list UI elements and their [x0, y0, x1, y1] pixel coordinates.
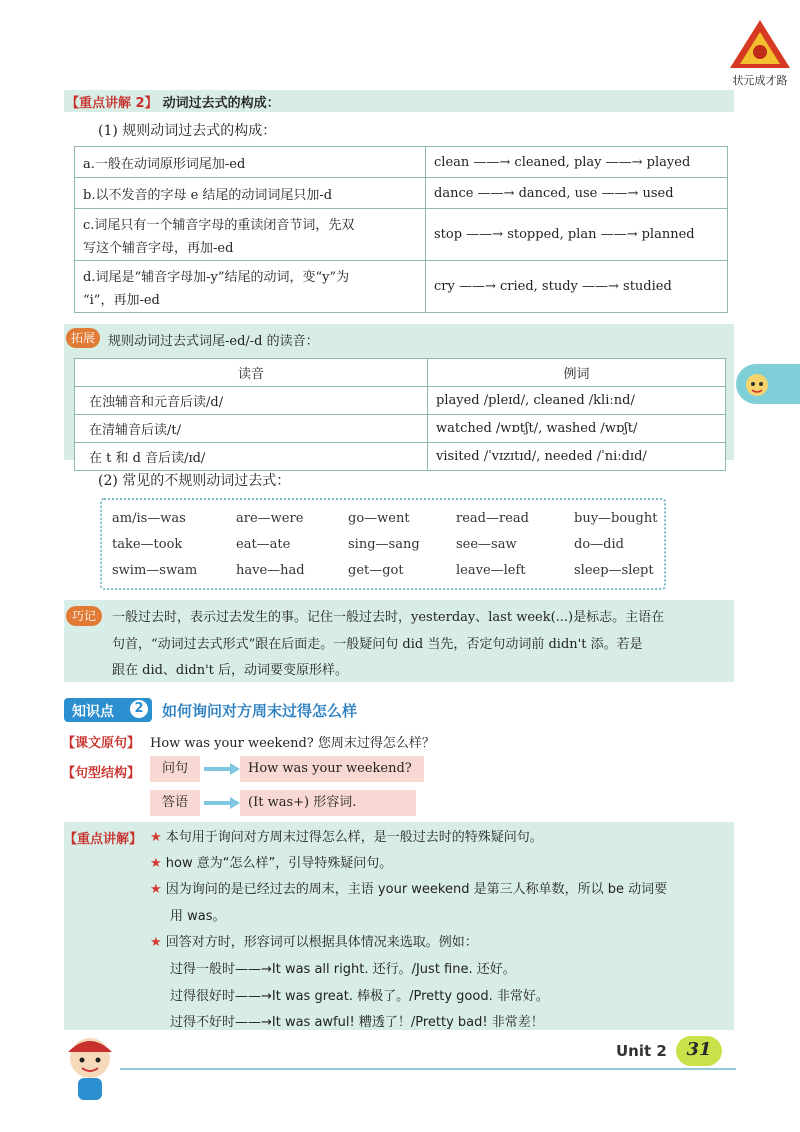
kp2-badge — [64, 698, 152, 722]
header-cell: 读音 — [75, 359, 428, 387]
rule-cell: b.以不发音的字母 e 结尾的动词词尾只加-d — [75, 178, 426, 209]
table-row — [75, 443, 726, 471]
mascot-mini-icon — [742, 369, 772, 399]
star-icon: ★ — [150, 935, 162, 950]
star-icon: ★ — [150, 882, 162, 897]
rule-line: c.词尾只有一个辅音字母的重读闭音节词，先双 — [83, 217, 355, 233]
regular-verbs-table — [74, 146, 728, 313]
example-line: 过得很好时——→It was great. 棒极了。/Pretty good. 非常好。 — [170, 989, 549, 1004]
verb-pair: swim—swam — [112, 563, 198, 578]
rule-cell — [75, 261, 426, 313]
verb-pair: see—saw — [456, 537, 517, 552]
focus2-tag: 【重点讲解 2】 — [66, 96, 158, 111]
example-cell: dance ——→ danced, use ——→ used — [426, 178, 728, 209]
memo-badge: 巧记 — [66, 606, 102, 626]
verb-pair: sing—sang — [348, 537, 420, 552]
focus2-heading — [66, 92, 280, 111]
table-row — [75, 415, 726, 443]
publisher-logo — [728, 18, 792, 88]
arrow-right-icon — [204, 796, 240, 810]
star-icon: ★ — [150, 856, 162, 871]
example-line: 过得不好时——→It was awful! 糟透了！/Pretty bad! 非常差！ — [170, 1015, 544, 1030]
example-cell: played /pleɪd/, cleaned /kliːnd/ — [428, 387, 726, 415]
example-cell: cry ——→ cried, study ——→ studied — [426, 261, 728, 313]
verb-pair: have—had — [236, 563, 305, 578]
pattern-tag: 【句型结构】 — [62, 766, 141, 781]
focus-item — [150, 826, 543, 845]
page-number: 31 — [686, 1039, 712, 1060]
table-header-row — [75, 359, 726, 387]
table-row — [75, 178, 728, 209]
verb-pair: leave—left — [456, 563, 526, 578]
focus-text: 本句用于询问对方周末过得怎么样，是一般过去时的特殊疑问句。 — [165, 830, 543, 845]
arrow-right-icon — [204, 762, 240, 776]
original-sentence: How was your weekend? 您周末过得怎么样？ — [150, 736, 435, 751]
verb-pair: read—read — [456, 511, 529, 526]
footer-line — [120, 1068, 736, 1070]
focus-text: 回答对方时，形容词可以根据具体情况来选取。例如： — [165, 935, 478, 950]
memo-line: 句首，“动词过去式形式”跟在后面走。一般疑问句 did 当先，否定句动词前 didn't 添。若是 — [112, 637, 643, 652]
example-cell: visited /ˈvɪzɪtɪd/, needed /ˈniːdɪd/ — [428, 443, 726, 471]
question-pattern: How was your weekend? — [240, 756, 424, 782]
example-cell: watched /wɒtʃt/, washed /wɒʃt/ — [428, 415, 726, 443]
focus-item — [150, 852, 392, 871]
rule-line: “i”，再加-ed — [83, 292, 160, 308]
verb-pair: eat—ate — [236, 537, 291, 552]
kp2-badge-number: 2 — [130, 700, 148, 718]
answer-pattern: (It was+) 形容词. — [240, 790, 416, 816]
example-cell: clean ——→ cleaned, play ——→ played — [426, 147, 728, 178]
focus-tag: 【重点讲解】 — [64, 832, 143, 847]
logo-text: 状元成才路 — [732, 74, 788, 87]
rule-line: d.词尾是“辅音字母加-y”结尾的动词，变“y”为 — [83, 269, 350, 285]
logo-triangle-icon — [728, 18, 792, 70]
regular-verbs-subtitle: (1) 规则动词过去式的构成： — [98, 123, 277, 139]
extend-badge: 拓展 — [66, 328, 100, 348]
question-label: 问句 — [150, 756, 200, 782]
rule-cell — [75, 209, 426, 261]
pronunciation-cell: 在 t 和 d 音后读/ɪd/ — [75, 443, 428, 471]
verb-pair: are—were — [236, 511, 304, 526]
focus-item — [150, 931, 478, 950]
focus-text: how 意为“怎么样”，引导特殊疑问句。 — [165, 856, 393, 871]
table-row — [75, 147, 728, 178]
focus-text: 因为询问的是已经过去的周末，主语 your weekend 是第三人称单数，所以 be 动词要 — [165, 882, 668, 897]
rule-line: 写这个辅音字母，再加-ed — [83, 240, 234, 256]
irregular-subtitle: (2) 常见的不规则动词过去式： — [98, 473, 291, 489]
rule-cell: a.一般在动词原形词尾加-ed — [75, 147, 426, 178]
unit-label: Unit 2 — [616, 1042, 667, 1060]
answer-label: 答语 — [150, 790, 200, 816]
verb-pair: buy—bought — [574, 511, 658, 526]
page-number-badge — [676, 1036, 722, 1066]
pronunciation-cell: 在浊辅音和元音后读/d/ — [75, 387, 428, 415]
focus2-title: 动词过去式的构成： — [162, 96, 280, 111]
extend-title: 规则动词过去式词尾-ed/-d 的读音： — [108, 334, 319, 349]
memo-line: 一般过去时，表示过去发生的事。记住一般过去时，yesterday、last week(...)是标志。主语在 — [112, 610, 665, 625]
memo-line: 跟在 did、didn't 后，动词要变原形样。 — [112, 663, 349, 678]
header-cell: 例词 — [428, 359, 726, 387]
verb-pair: sleep—slept — [574, 563, 654, 578]
example-cell: stop ——→ stopped, plan ——→ planned — [426, 209, 728, 261]
verb-pair: go—went — [348, 511, 410, 526]
table-row — [75, 209, 728, 261]
table-row — [75, 387, 726, 415]
mascot-icon — [54, 1030, 126, 1102]
star-icon: ★ — [150, 830, 162, 845]
verb-pair: do—did — [574, 537, 624, 552]
kp2-title: 如何询问对方周末过得怎么样 — [162, 702, 358, 720]
table-row — [75, 261, 728, 313]
focus-item — [150, 878, 667, 897]
side-tab — [736, 364, 800, 404]
verb-pair: get—got — [348, 563, 404, 578]
example-line: 过得一般时——→It was all right. 还行。/Just fine. 还好。 — [170, 962, 516, 977]
verb-pair: take—took — [112, 537, 183, 552]
kp2-badge-label: 知识点 — [72, 704, 114, 720]
pronunciation-cell: 在清辅音后读/t/ — [75, 415, 428, 443]
original-tag: 【课文原句】 — [62, 736, 141, 751]
verb-pair: am/is—was — [112, 511, 186, 526]
focus-text-cont: 用 was。 — [170, 909, 226, 924]
pronunciation-table — [74, 358, 726, 471]
